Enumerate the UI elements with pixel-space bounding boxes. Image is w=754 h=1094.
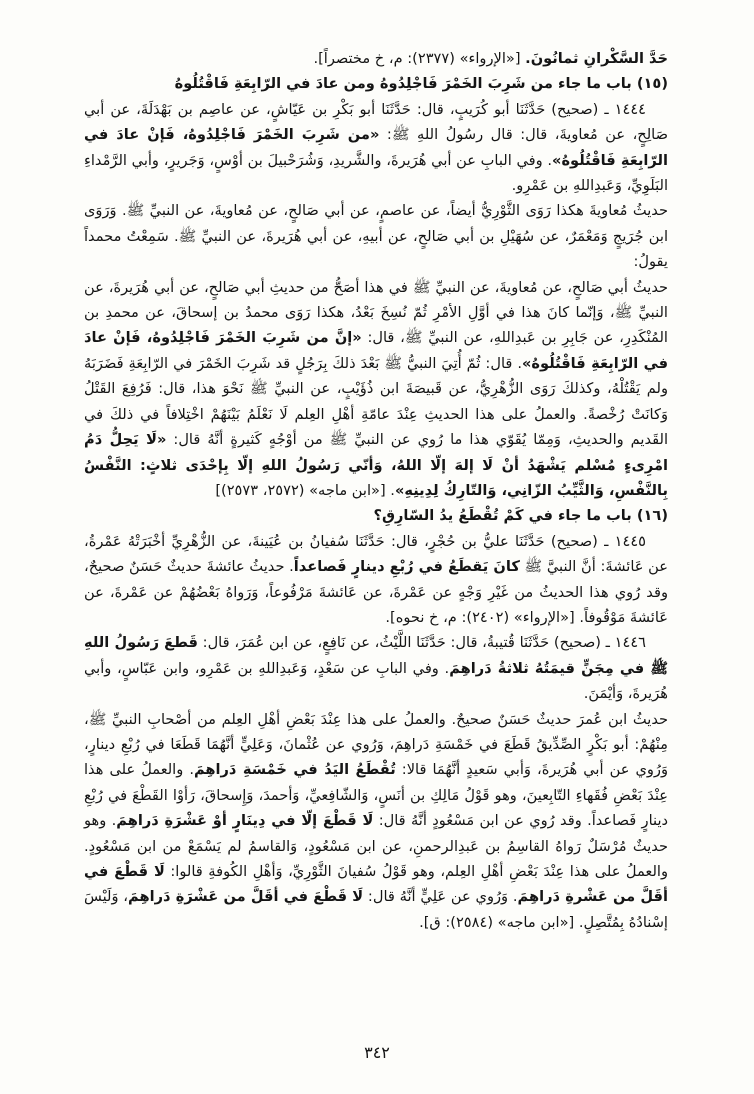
commentary-1446-part2: . والعملُ على هذا عِنْدَ بَعْضِ فُقَهاءِ التّابِعينَ، وهو قَوْلُ مَالِكِ بن أنَسٍ، وَالشّافِعيِّ، وَأحمدَ، وَإِسحاقَ، رَأوْا القَطْعَ في رُبْعِ دينارٍ فَصاعداً. وقد رُوي عن ابن مَسْعُودٍ أنَّهُ قال: — [84, 761, 669, 830]
hadith-1446-witnesses: . وفي البابِ عن سَعْدٍ، وَعَبدِاللهِ بن عَمْرِو، وابن عَبّاسٍ، وأبي هُرَيرةَ، وَأيْمَنَ. — [84, 659, 668, 703]
commentary-1446-quote2: لَا قَطْعَ إلّا في دِينَارٍ أوْ عَشْرَةِ دَراهِمَ — [116, 812, 374, 830]
hadith-1444-matn: «من شَرِبَ الخَمْرَ فَاجْلِدُوهُ، فَإنْ عادَ في الرّابِعَةِ فَاقْتُلُوهُ» — [84, 126, 668, 169]
chapter-heading-15: (١٥) باب ما جاء من شَرِبَ الخَمْرَ فَاجْلِدُوهُ ومن عادَ في الرّابِعَةِ فَاقْتُلُوهُ — [174, 75, 668, 93]
commentary-1446-part4: . وَرُوي عن عَلِيٍّ أنَّهُ قال: — [363, 888, 518, 906]
commentary-1444-b-part1: حديثُ أبي صَالحٍ، عن مُعاويةَ، عن النبيِّ ﷺ في هذا أصَحُّ من حديثِ أبي صَالحٍ، عن أبي هُرَيرةَ، عن النبيِّ ﷺ، وَإنّما كانَ هذا في أوَّلِ الأمْرِ ثُمّ نُسِخَ بَعْدُ، هكذا رَوَى محمدُ بن إسحاقَ، عن محمدِ بن المُنْكَدِرِ، عن جَابِرِ بن عَبدِاللهِ، عن النبيِّ ﷺ، قال: — [84, 278, 668, 347]
hadith-1445-matn: كانَ يَقطَعُ في رُبْعِ دينارٍ فَصاعداً — [293, 558, 520, 576]
commentary-1446-part1: حديثُ ابن عُمرَ حديثٌ حَسَنٌ صحيحٌ. والعملُ على هذا عِنْدَ بَعْضِ أهْلِ العِلم من أصْحابِ النبيِّ ﷺ، مِنْهُمْ: أبو بَكْرٍ الصِّدِّيقُ قَطَعَ في خَمْسَةِ دَراهِمَ، وَرُوي عن عُثْمانَ، وَعَلِيٍّ أنَّهُمَا قَطَعَا في رُبْعِ دينارٍ، وَرُوي عن أبي هُرَيرةَ، وَأبي سَعيدٍ أنَّهُمَا قالا: — [84, 710, 669, 779]
tail-bold-text: حَدَّ السَّكْرانِ ثمانُونَ. — [525, 50, 668, 67]
hadith-1446-isnad: ١٤٤٦ ـ (صحيح) حَدَّثَنَا قُتيبةُ، قال: حَدَّثَنَا اللَّيْثُ، عن نَافِعٍ، عن ابن عُمَرَ، قال: — [197, 634, 647, 652]
hadith-1444-witnesses: . وفي البابِ عن أبي هُرَيرةَ، والشَّريدِ، وَشُرَحْبيلَ بن أوْسٍ، وَجَريرٍ، وأبي الرَّمْداءِ البَلَوِيِّ، وَعَبدِاللهِ بن عَمْرِو. — [84, 151, 668, 195]
page-number: ٣٤٢ — [364, 1043, 390, 1062]
commentary-1444-b-quote1: «إنَّ من شَرِبَ الخَمْرَ فَاجْلِدُوهُ، فَإنْ عادَ في الرّابِعَةِ فَاقْتُلُوهُ» — [84, 329, 668, 372]
hadith-1445-grading: . حديثُ عائشةَ حديثٌ حَسَنٌ صحيحٌ، وقد رُوي هذا الحديثُ من غَيْرِ وَجْهٍ عن عَمْرةَ، عن عَائشةَ مَرْفُوعاً، وَرَواهُ بَعْضُهُمْ عن عَمْرةَ، عن عَائشةَ مَوْقُوفاً. [«الإرواء» (٢٤٠٢): م، خ نحوه]. — [84, 558, 668, 626]
commentary-1444-b-reference: . [«ابن ماجه» (٢٥٧٢، ٢٥٧٣)] — [215, 481, 395, 499]
hadith-1445 — [84, 529, 668, 631]
commentary-1446-quote1: تُقْطَعُ اليَدُ في خَمْسَةِ دَراهِمَ — [193, 761, 396, 779]
previous-section-tail — [84, 46, 668, 71]
commentary-1444-a: حديثُ مُعاويةَ هكذا رَوَى الثَّوْرِيُّ أيضاً، عن عاصمٍ، عن أبي صَالحٍ، عن مُعاويةَ، عن النبيِّ ﷺ. وَرَوَى ابن جُرَيجٍ وَمَعْمَرٌ، عن سُهَيْلِ بن أبي صَالحٍ، عن أبيهِ، عن أبي هُرَيرةَ، عن النبيِّ ﷺ. سَمِعْتُ محمداً يقولُ: — [84, 202, 668, 271]
commentary-1446-quote4: لَا قَطْعَ في أقَلَّ من عَشْرَةِ دَراهِمَ — [128, 888, 364, 906]
hadith-1445-isnad: ١٤٤٥ ـ (صحيح) حَدَّثَنَا عليُّ بن حُجْرٍ، قال: حَدَّثَنَا سُفيانُ بن عُيَينةَ، عن الزُّهْرِيِّ أخْبَرَتْهُ عَمْرةُ، عن عَائشةَ: أنَّ النبيَّ ﷺ — [84, 532, 668, 576]
commentary-1444-b-quote2: «لَا يَحِلُّ دَمُ امْرِىءٍ مُسْلم يَشْهَدُ أنْ لَا إلهَ إلّا اللهُ، وَأنّي رَسُولُ اللهِ إلّا بِإحْدَى ثلاثٍ: النَّفْسُ بِالنَّفْسِ، وَالثَّيِّبُ الزّانِي، وَالتّارِكُ لِدِينِهِ» — [84, 431, 668, 499]
commentary-1446-quote3: لَا قَطْعَ في أقَلَّ من عَشْرةِ دَراهِمَ — [84, 863, 668, 906]
commentary-1446-part3: . وهو حديثٌ مُرْسَلٌ رَواهُ القاسِمُ بن عَبدِالرحمنِ، عن ابن مَسْعُودٍ، وَالقاسمُ لم يَسْمَعْ من ابن مَسْعُودٍ. والعملُ على هذا عِنْدَ بَعْضِ أهْلِ العِلم، وهو قَوْلُ سُفيانَ الثَّوْرِيِّ، وَأهْلِ الكُوفةِ قالوا: — [84, 812, 668, 880]
hadith-1446 — [84, 630, 668, 706]
commentary-1444-b-part2: . قال: ثُمّ أُتِيَ النبيُّ ﷺ بَعْدَ ذلكَ بِرَجُلٍ قد شَرِبَ الخَمْرَ في الرّابِعَةِ فَضَرَبَهُ ولم يَقْتُلْهُ، وكذلكَ رَوَى الزُّهْرِيُّ، عن قَبيصَةَ ابن ذُؤَيْبٍ، عن النبيِّ ﷺ نَحْوَ هذا، قال: فَرُفِعَ القَتْلُ وَكانَتْ رُخْصةً. والعملُ على هذا الحديثِ عِنْدَ عامّةِ أهْلِ العِلم لَا نَعْلَمُ بَيْنَهُمْ اخْتِلافاً في ذلكَ في القَديم والحديثِ، وَمِمّا يُقَوّي هذا ما رُوي عن النبيِّ ﷺ من أوْجُهٍ كَثيرةٍ أنَّهُ قال: — [84, 354, 669, 449]
hadith-1446-matn: قَطعَ رَسُولُ اللهِ ﷺ في مِجَنٍّ قيمَتُهُ ثلاثةُ دَراهِمَ — [84, 634, 668, 677]
hadith-1444-isnad: ١٤٤٤ ـ (صحيح) حَدَّثَنَا أبو كُرَيبٍ، قال: حَدَّثَنَا أبو بَكْرِ بن عَيّاشٍ، عن عاصِم بن بَهْدَلَةَ، عن أبي صَالِحٍ، عن مُعاويةَ، قال: قال رسُولُ اللهِ ﷺ: — [84, 100, 668, 144]
commentary-1446-reference: ، وَلَيْسَ إسْنادُهُ بِمُتَّصِلٍ. [«ابن ماجه» (٢٥٨٤): ق]. — [84, 888, 668, 931]
commentary-1446 — [84, 707, 668, 936]
hadith-1444 — [84, 97, 668, 199]
tail-reference: [«الإرواء» (٢٣٧٧): م، خ مختصراً]. — [313, 50, 526, 67]
chapter-heading-16: (١٦) باب ما جاء في كَمْ تُقْطَعُ يدُ السّارِقِ؟ — [373, 507, 668, 525]
commentary-1444-b — [84, 275, 668, 504]
